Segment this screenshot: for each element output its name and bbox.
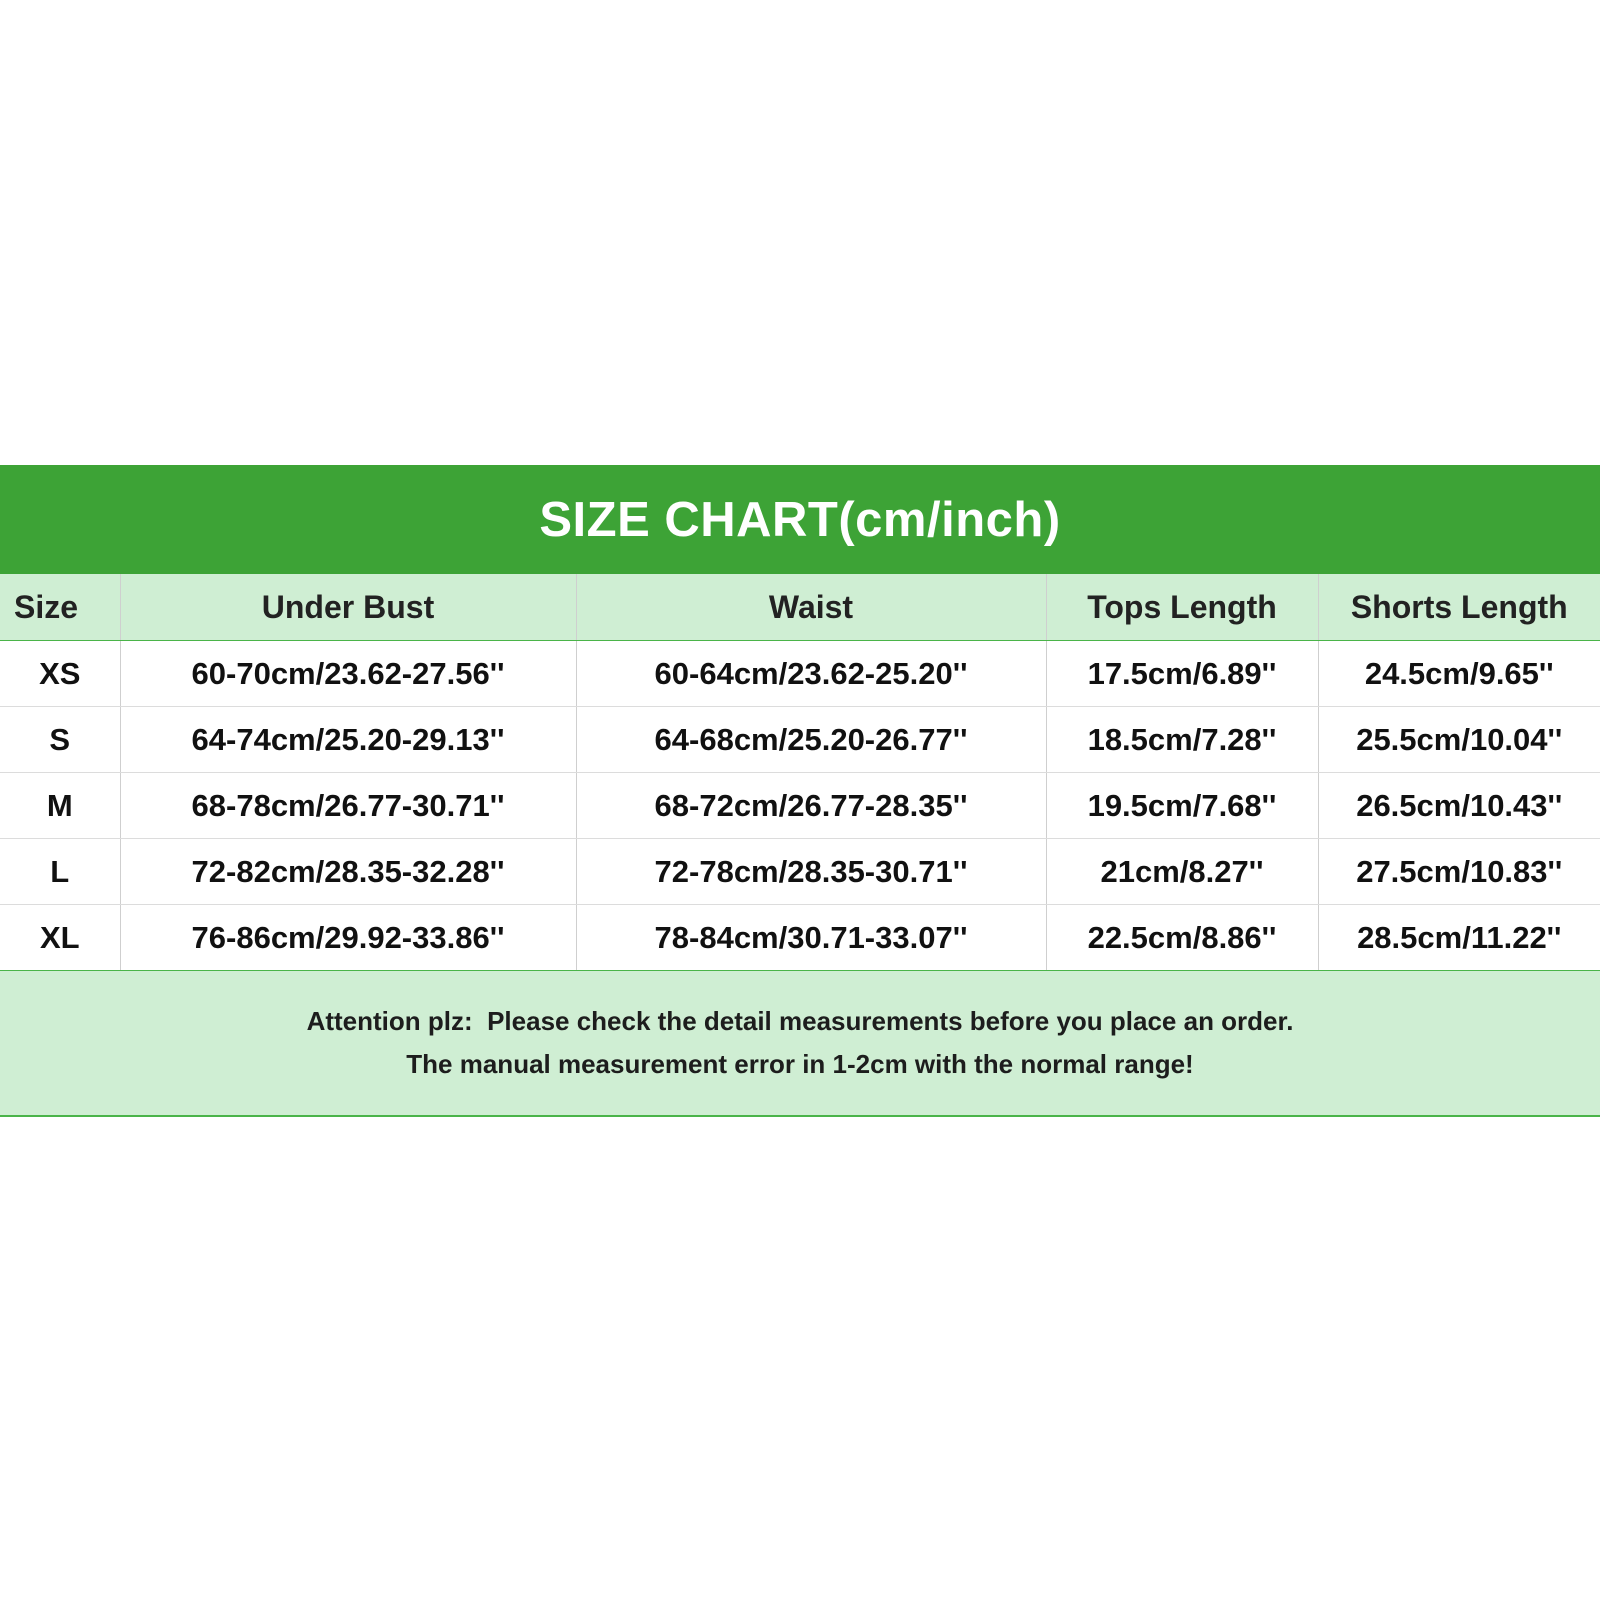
table-row [0, 641, 1600, 707]
tops-length-cell: 18.5cm/7.28'' [1046, 707, 1318, 773]
size-cell: M [0, 773, 120, 839]
under-bust-cell: 72-82cm/28.35-32.28'' [120, 839, 576, 905]
shorts-length-cell: 25.5cm/10.04'' [1318, 707, 1600, 773]
shorts-length-cell: 27.5cm/10.83'' [1318, 839, 1600, 905]
tops-length-cell: 21cm/8.27'' [1046, 839, 1318, 905]
column-header-tops-length: Tops Length [1046, 574, 1318, 641]
tops-length-cell: 17.5cm/6.89'' [1046, 641, 1318, 707]
column-header-size: Size [0, 574, 120, 641]
size-table [0, 574, 1600, 971]
size-cell: L [0, 839, 120, 905]
table-row [0, 773, 1600, 839]
size-cell: XS [0, 641, 120, 707]
waist-cell: 60-64cm/23.62-25.20'' [576, 641, 1046, 707]
table-row [0, 839, 1600, 905]
chart-title: SIZE CHART(cm/inch) [0, 465, 1600, 574]
shorts-length-cell: 24.5cm/9.65'' [1318, 641, 1600, 707]
attention-note-line-1: Attention plz: Please check the detail measurements before you place an order. [306, 1006, 1294, 1036]
column-header-shorts-length: Shorts Length [1318, 574, 1600, 641]
tops-length-cell: 19.5cm/7.68'' [1046, 773, 1318, 839]
waist-cell: 72-78cm/28.35-30.71'' [576, 839, 1046, 905]
waist-cell: 78-84cm/30.71-33.07'' [576, 905, 1046, 971]
size-cell: S [0, 707, 120, 773]
column-header-under-bust: Under Bust [120, 574, 576, 641]
under-bust-cell: 68-78cm/26.77-30.71'' [120, 773, 576, 839]
shorts-length-cell: 28.5cm/11.22'' [1318, 905, 1600, 971]
table-row [0, 905, 1600, 971]
size-cell: XL [0, 905, 120, 971]
attention-note-line-2: The manual measurement error in 1-2cm with the normal range! [406, 1049, 1194, 1079]
tops-length-cell: 22.5cm/8.86'' [1046, 905, 1318, 971]
attention-note [0, 971, 1600, 1117]
under-bust-cell: 60-70cm/23.62-27.56'' [120, 641, 576, 707]
table-row [0, 707, 1600, 773]
waist-cell: 64-68cm/25.20-26.77'' [576, 707, 1046, 773]
size-chart [0, 465, 1600, 1117]
waist-cell: 68-72cm/26.77-28.35'' [576, 773, 1046, 839]
column-header-waist: Waist [576, 574, 1046, 641]
table-header-row [0, 574, 1600, 641]
under-bust-cell: 64-74cm/25.20-29.13'' [120, 707, 576, 773]
shorts-length-cell: 26.5cm/10.43'' [1318, 773, 1600, 839]
under-bust-cell: 76-86cm/29.92-33.86'' [120, 905, 576, 971]
